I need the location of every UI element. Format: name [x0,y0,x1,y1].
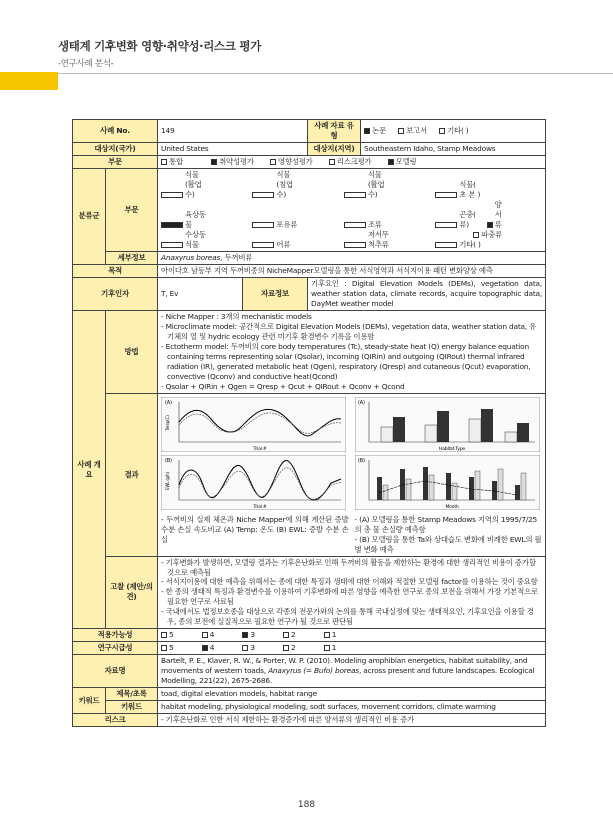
method-item: - Qsolar + QIRin + Qgen = Qresp + Qcut + QIRout + Qconv + Qcond [161,381,405,391]
applicability-options: 5 4 3 2 1 [158,629,546,642]
keywords-kw-label: 키워드 [106,701,158,714]
row-detail [73,251,546,264]
detail-label: 세부정보 [106,251,158,264]
row-classification [73,168,546,251]
keywords-title-value: toad, digital elevation models, habitat range [158,688,546,701]
checkbox-checked-icon [364,128,370,134]
keywords-kw-value: habitat modeling, physiological modeling, sodt surfaces, movement corridors, climate warming [158,701,546,714]
row-applicability [73,629,546,642]
row-result [73,393,546,556]
result-content [158,393,546,556]
method-label: 방법 [106,310,158,393]
case-type-label: 사례 자료 유형 [308,120,361,143]
reference-value: Bartelt, P. E., Klaver, R. W., & Porter, W. P. (2010). Modeling amphibian energetics, habitat suitability, and movements of western toads, Anaxyrus (= Bufo) boreas, across present and future landscapes. Ecological Modelling, 221(22), 2675-2686. [158,655,546,688]
detail-value: Anaxyrus boreas, 두꺼비류 [158,251,546,264]
chart-habitat-bars [355,397,540,452]
chart-xlabel: Trial # [253,504,267,510]
discussion-content [158,556,546,629]
method-item: - Niche Mapper : 3개의 mechanistic models [161,311,312,321]
risk-value: - 기후온난화로 인한 서식 제한하는 환경증가에 따른 양서류의 생리적인 비용 증가 [158,714,546,727]
classification-label: 분류군 [73,168,106,264]
purpose-value: 아이다호 남동부 지역 두꺼비종의 NicheMapper모델링을 통한 서식영역과 서식지이용 패턴 변화양상 예측 [158,264,546,277]
result-label: 결과 [106,393,158,556]
discussion-item: - 한 종의 생태적 특징과 환경변수를 이용하여 기후변화에 따른 영향을 예측한 연구로 종의 보전을 위해서 가장 기본적으로 필요한 연구로 사료됨 [161,587,538,607]
area-label: 대상지(지역) [308,142,361,155]
type-option-other: 기타( ) [439,126,468,136]
keywords-title-label: 제목/초록 [106,688,158,701]
chart-xlabel: Trial # [253,446,267,452]
climate-value: T, Ev [158,277,243,310]
data-info-value: 기후요인 : Digital Elevation Models (DEMs), vegetation data, weather station data, climate records, acquire topographic data, DayMet weather model [308,277,546,310]
method-content [158,310,546,393]
row-keywords-title [73,688,546,701]
discussion-item: - 서식지이용에 대한 예측을 위해서는 종에 대한 특징과 생태에 대한 이해와 적절한 모델링 factor를 이용하는 것이 중요함 [161,577,538,587]
sector-label: 부문 [73,155,158,168]
row-purpose [73,264,546,277]
case-type-options [361,120,546,143]
discussion-label: 고찰 (제안/의견) [106,556,158,629]
row-reference [73,655,546,688]
row-urgency [73,642,546,655]
page-header-title: 생태계 기후변화 영향·취약성·리스크 평가 [58,39,261,53]
page-header-subtitle: -연구사례 분석- [58,59,114,69]
chart-ylabel: Temp(C) [165,415,171,431]
classification-options: 식물(활엽수)식물(침엽수)식물(활엽수)식물( 초 본 ) 육상동물 포유류 조류곤충( 류) 양서류 수상동식물 어류저서무척추류 기타( ) 파충류 [158,168,546,251]
chart-temp-trial [161,397,346,452]
case-table [72,119,546,727]
svg-text:(A): (A) [165,399,172,406]
chart-xlabel: Month [444,504,459,510]
applicability-label: 적용가능성 [73,629,158,642]
method-item: - Ectotherm model: 두꺼비의 core body temperatures (Tc), steady-state heat (Q) energy balance equation containing terms representing solar (Qsolar), incoming (QIRin) and outgoing (QIRout) thermal infrared radiation (IR), generated metabolic heat (Qgen), respiratory (Qresp) and cutaneous (Qcut) evaporation, convective (Qconv) and conductive heat(Qcond) [161,341,531,381]
risk-label: 리스크 [73,714,158,727]
method-item: - Microclimate model: 공간적으로 Digital Elevation Models (DEMs), vegetation data, weather station data, 유기체의 열 및 hydric ecology 관련 미기후 환경변수 기록을 이용함 [161,321,537,341]
row-sector [73,155,546,168]
svg-text:(B): (B) [357,457,365,464]
svg-text:(A): (A) [357,399,365,406]
reference-label: 자료명 [73,655,158,688]
area-value: Southeastern Idaho, Stamp Meadows [361,142,546,155]
urgency-label: 연구시급성 [73,642,158,655]
svg-text:(B): (B) [165,457,172,464]
classification-sector-label: 부문 [106,168,158,251]
discussion-item: - 기후변화가 발생하면, 모델링 결과는 기후온난화로 인해 두꺼비의 활동을 제한하는 환경에 대한 생리적인 비용이 증가할 것으로 예측됨 [161,557,536,577]
type-option-report: 보고서 [398,126,427,136]
sector-options: 통합 취약성평가 영향성평가 리스크평가 모델링 [158,155,546,168]
case-no-label: 사례 No. [73,120,158,143]
chart-xlabel: Habitat Type [438,446,465,452]
row-region [73,142,546,155]
row-discussion [73,556,546,629]
chart-ylabel: EWL (g/h) [165,471,171,490]
urgency-options: 5 4 3 2 1 [158,642,546,655]
case-no-value: 149 [158,120,308,143]
region-value: United States [158,142,308,155]
result-left-text: - 두꺼비의 실제 체온과 Niche Mapper에 의해 계산된 증발 수분 손실 속도비교 (A) Temp: 온도 (B) EWL: 증발 수분 손실 [161,514,349,544]
type-option-paper: 논문 [364,126,386,136]
row-risk [73,714,546,727]
checkbox-icon [398,128,404,134]
row-keywords [73,701,546,714]
chart-monthly-ewl [355,455,540,510]
purpose-label: 목적 [73,264,158,277]
region-label: 대상지(국가) [73,142,158,155]
checkbox-icon [439,128,445,134]
row-case-no [73,120,546,143]
row-method [73,310,546,393]
summary-label: 사례 개요 [73,310,106,629]
keywords-label: 키워드 [73,688,106,714]
row-climate [73,277,546,310]
data-info-label: 자료정보 [243,277,308,310]
header-accent-bar [0,72,58,90]
header-divider [58,73,613,74]
climate-label: 기후인자 [73,277,158,310]
discussion-item: - 국내에서도 법정보호종을 대상으로 각종의 전문가와의 논의를 통해 국내실정에 맞는 생태적요인, 기후요인을 이용할 경우, 종의 보전에 실질적으로 필요한 연구가 될 것으로 판단됨 [161,607,534,627]
result-right-text: - (A) 모델링을 통한 Stamp Meadows 지역의 1995/7/25의 총 물 손실량 예측함 - (B) 모델링을 통한 Ta와 상대습도 변화에 비례한 EWL의 월별 변화 예측 [354,514,542,554]
page-number: 188 [297,800,316,810]
chart-ewl-trial [161,455,346,510]
